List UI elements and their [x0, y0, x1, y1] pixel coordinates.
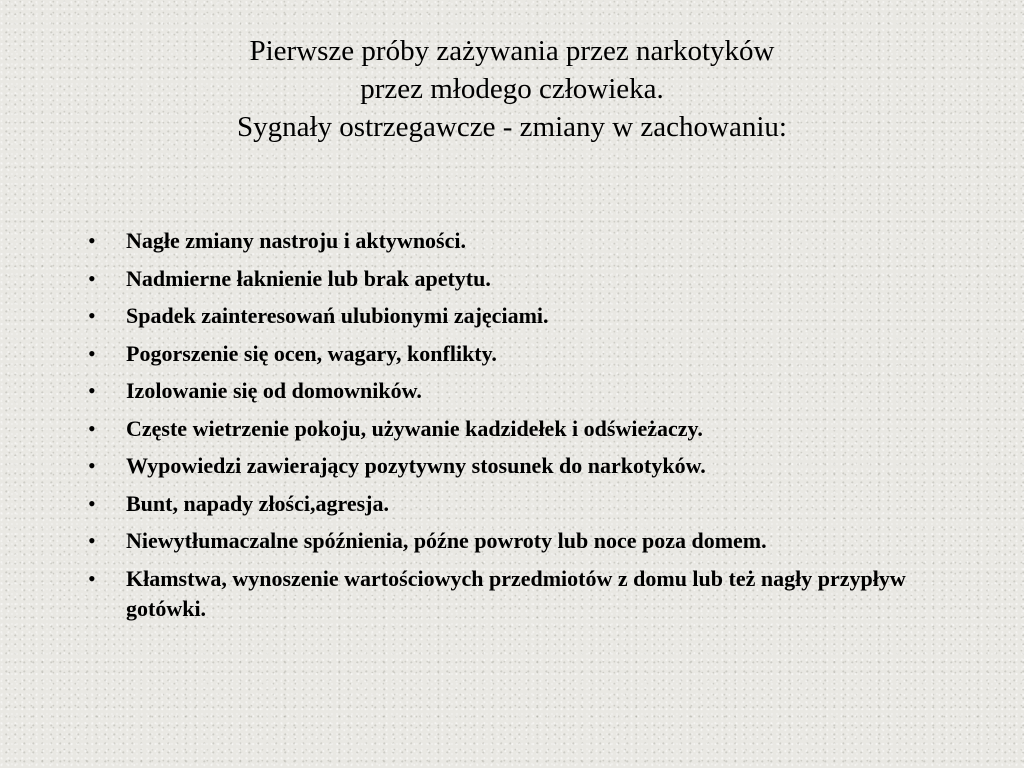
list-item: [88, 564, 918, 624]
bullet-icon: •: [88, 303, 96, 328]
bullet-icon: •: [88, 228, 96, 253]
bullet-icon: •: [88, 415, 96, 441]
title-line-1: Pierwsze próby zażywania przez narkotyków: [249, 35, 775, 67]
bullet-icon: •: [88, 453, 96, 478]
bullet-icon: •: [88, 565, 96, 591]
list-item-text: Pogorszenie się ocen, wagary, konflikty.: [126, 340, 497, 366]
bullet-icon: •: [88, 490, 96, 516]
list-item-text: Bunt, napady złości,agresja.: [126, 490, 390, 516]
list-item-text: Nagłe zmiany nastroju i aktywności.: [126, 228, 466, 253]
bullet-icon: •: [88, 528, 96, 553]
list-item: [88, 376, 918, 406]
list-item-text: Wypowiedzi zawierający pozytywny stosunek do narkotyków.: [126, 453, 706, 478]
list-item: [88, 526, 918, 556]
title-line-3: Sygnały ostrzegawcze - zmiany w zachowaniu:: [237, 111, 787, 143]
list-item: [88, 264, 918, 294]
slide-title: [0, 32, 1024, 146]
list-item: [88, 226, 918, 256]
bullet-icon: •: [88, 265, 96, 291]
list-item: [88, 339, 918, 369]
list-item-text: Częste wietrzenie pokoju, używanie kadzidełek i odświeżaczy.: [126, 415, 703, 441]
list-item-text: Niewytłumaczalne spóźnienia, późne powroty lub noce poza domem.: [126, 528, 767, 553]
list-item-text: Kłamstwa, wynoszenie wartościowych przedmiotów z domu lub też nagły przypływ gotówki.: [126, 565, 906, 621]
list-item-text: Spadek zainteresowań ulubionymi zajęciami.: [126, 303, 549, 328]
list-item-text: Izolowanie się od domowników.: [126, 378, 422, 403]
title-line-2: przez młodego człowieka.: [360, 73, 664, 105]
warning-signs-list: [88, 226, 918, 631]
bullet-icon: •: [88, 340, 96, 366]
list-item: [88, 301, 918, 331]
list-item: [88, 451, 918, 481]
bullet-icon: •: [88, 378, 96, 403]
list-item: [88, 489, 918, 519]
list-item: [88, 414, 918, 444]
list-item-text: Nadmierne łaknienie lub brak apetytu.: [126, 265, 491, 291]
